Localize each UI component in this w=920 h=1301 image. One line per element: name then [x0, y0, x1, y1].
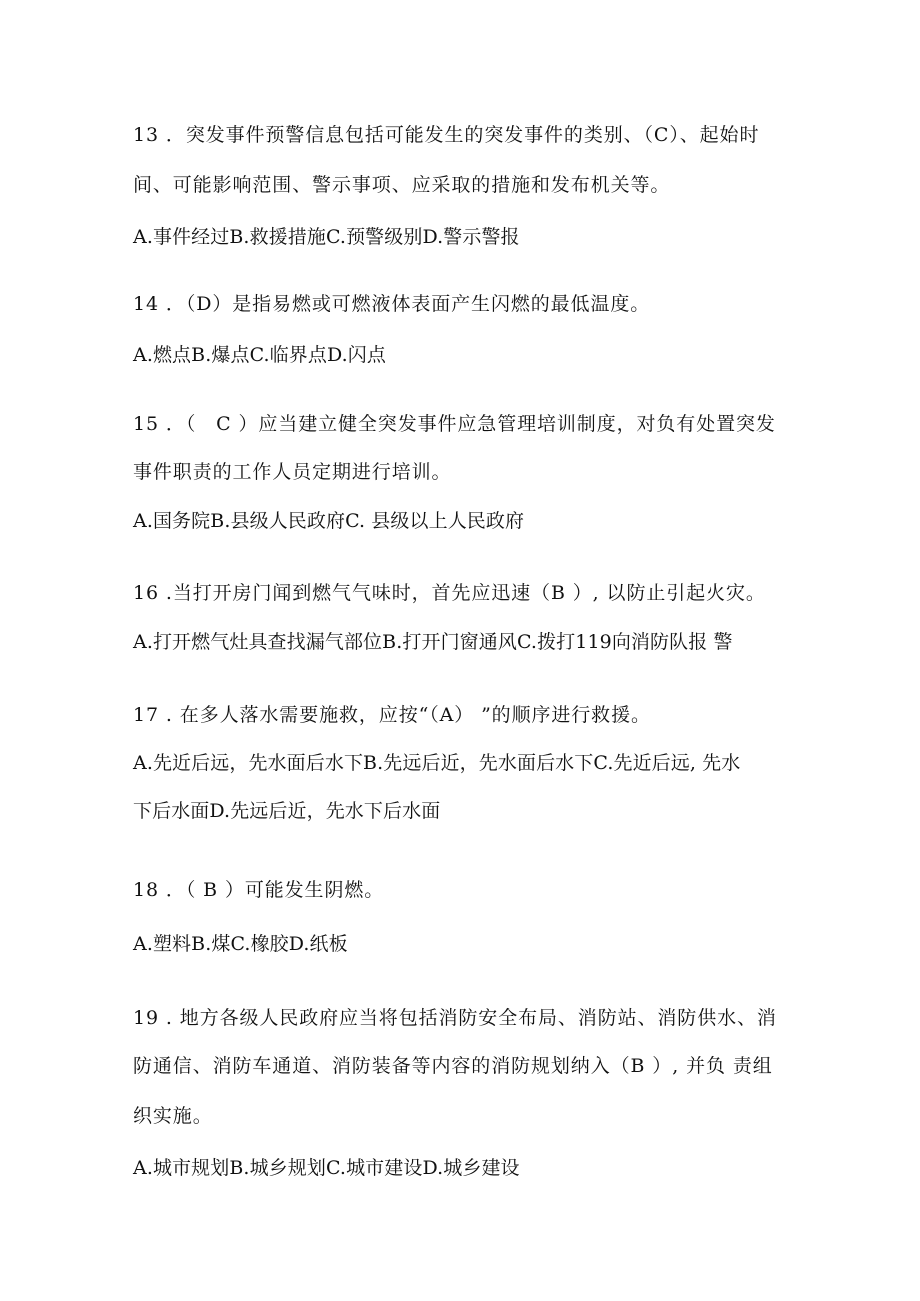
- question-options: A.燃点B.爆点C.临界点D.闪点: [133, 344, 386, 366]
- question-text-line: 15 ．（ C ）应当建立健全突发事件应急管理培训制度，对负有处置突发: [133, 413, 776, 435]
- question-text-line: 16 .当打开房门闻到燃气气味时，首先应迅速（B ）, 以防止引起火灾。: [133, 582, 766, 604]
- question-options: A.国务院B.县级人民政府C. 县级以上人民政府: [133, 510, 525, 532]
- question-options: A.打开燃气灶具查找漏气部位B.打开门窗通风C.拨打119向消防队报 警: [133, 631, 733, 653]
- question-options: 下后水面D.先远后近，先水下后水面: [133, 800, 441, 822]
- question-text-line: 18 ．（ B ）可能发生阴燃。: [133, 879, 385, 901]
- question-text-line: 织实施。: [133, 1105, 213, 1127]
- question-options: A.事件经过B.救援措施C.预警级别D.警示警报: [133, 226, 520, 248]
- question-options: A.先近后远，先水面后水下B.先远后近，先水面后水下C.先近后远, 先水: [133, 752, 741, 774]
- question-text-line: 13 ．突发事件预警信息包括可能发生的突发事件的类别、（C）、起始时: [133, 124, 760, 146]
- question-text-line: 14 ．（D）是指易燃或可燃液体表面产生闪燃的最低温度。: [133, 293, 651, 315]
- question-text-line: 防通信、消防车通道、消防装备等内容的消防规划纳入（B ）, 并负 责组: [133, 1055, 773, 1077]
- question-text-line: 间、可能影响范围、警示事项、应采取的措施和发布机关等。: [133, 174, 671, 196]
- question-options: A.塑料B.煤C.橡胶D.纸板: [133, 933, 348, 955]
- question-text-line: 17 . 在多人落水需要施救，应按“（A） ”的顺序进行救援。: [133, 704, 651, 726]
- question-text-line: 19 . 地方各级人民政府应当将包括消防安全布局、消防站、消防供水、消: [133, 1007, 777, 1029]
- question-options: A.城市规划B.城乡规划C.城市建设D.城乡建设: [133, 1157, 520, 1179]
- question-text-line: 事件职责的工作人员定期进行培训。: [133, 461, 452, 483]
